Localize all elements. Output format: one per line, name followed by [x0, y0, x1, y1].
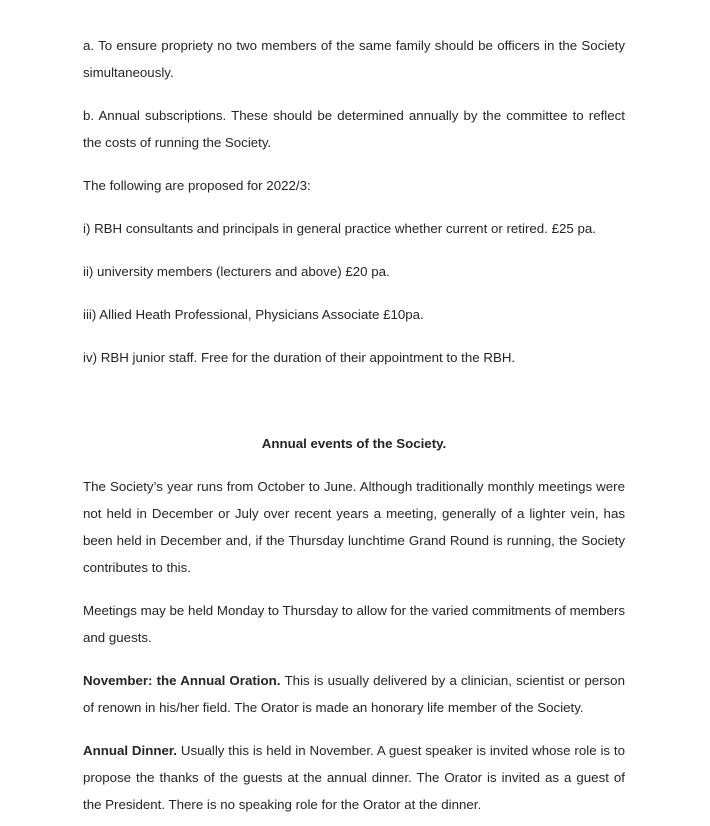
paragraph [83, 473, 625, 581]
blank-line [83, 387, 625, 414]
text-run: The following are proposed for 2022/3: [83, 178, 311, 193]
bold-text-run: Annual Dinner. [83, 743, 181, 758]
paragraph [83, 737, 625, 818]
paragraph [83, 258, 625, 285]
text-run: The Society’s year runs from October to June. Although traditionally monthly meetings were not held in December or July over recent years a meeting, generally of a lighter vein, has been held in December and, if the Thursday lunchtime Grand Round is running, the Society contributes to this. [83, 479, 625, 575]
text-run: a. To ensure propriety no two members of the same family should be officers in the Society simultaneously. [83, 38, 625, 80]
text-run: Usually this is held in November. A guest speaker is invited whose role is to propose the thanks of the guests at the annual dinner. The Orator is invited as a guest of the President. There is no speaking role for the Orator at the dinner. [83, 743, 625, 812]
paragraph [83, 597, 625, 651]
text-run: i) RBH consultants and principals in general practice whether current or retired. £25 pa. [83, 221, 596, 236]
paragraph [83, 215, 625, 242]
paragraph [83, 301, 625, 328]
text-run: iii) Allied Heath Professional, Physicians Associate £10pa. [83, 307, 424, 322]
text-run: iv) RBH junior staff. Free for the duration of their appointment to the RBH. [83, 350, 516, 365]
text-run: ii) university members (lecturers and above) £20 pa. [83, 264, 390, 279]
paragraph [83, 667, 625, 721]
bold-text-run: November: the Annual Oration. [83, 673, 285, 688]
paragraph [83, 172, 625, 199]
document-body [83, 32, 625, 818]
text-run: b. Annual subscriptions. These should be determined annually by the committee to reflect the costs of running the Society. [83, 108, 625, 150]
bold-text-run: Annual events of the Society. [261, 436, 447, 451]
paragraph [83, 344, 625, 371]
section-heading [83, 430, 625, 457]
text-run: This is usually delivered by a clinician, scientist or person of renown in his/her field. The Orator is made an honorary life member of the Society. [83, 673, 625, 715]
paragraph [83, 32, 625, 86]
text-run: Meetings may be held Monday to Thursday to allow for the varied commitments of members and guests. [83, 603, 625, 645]
paragraph [83, 102, 625, 156]
